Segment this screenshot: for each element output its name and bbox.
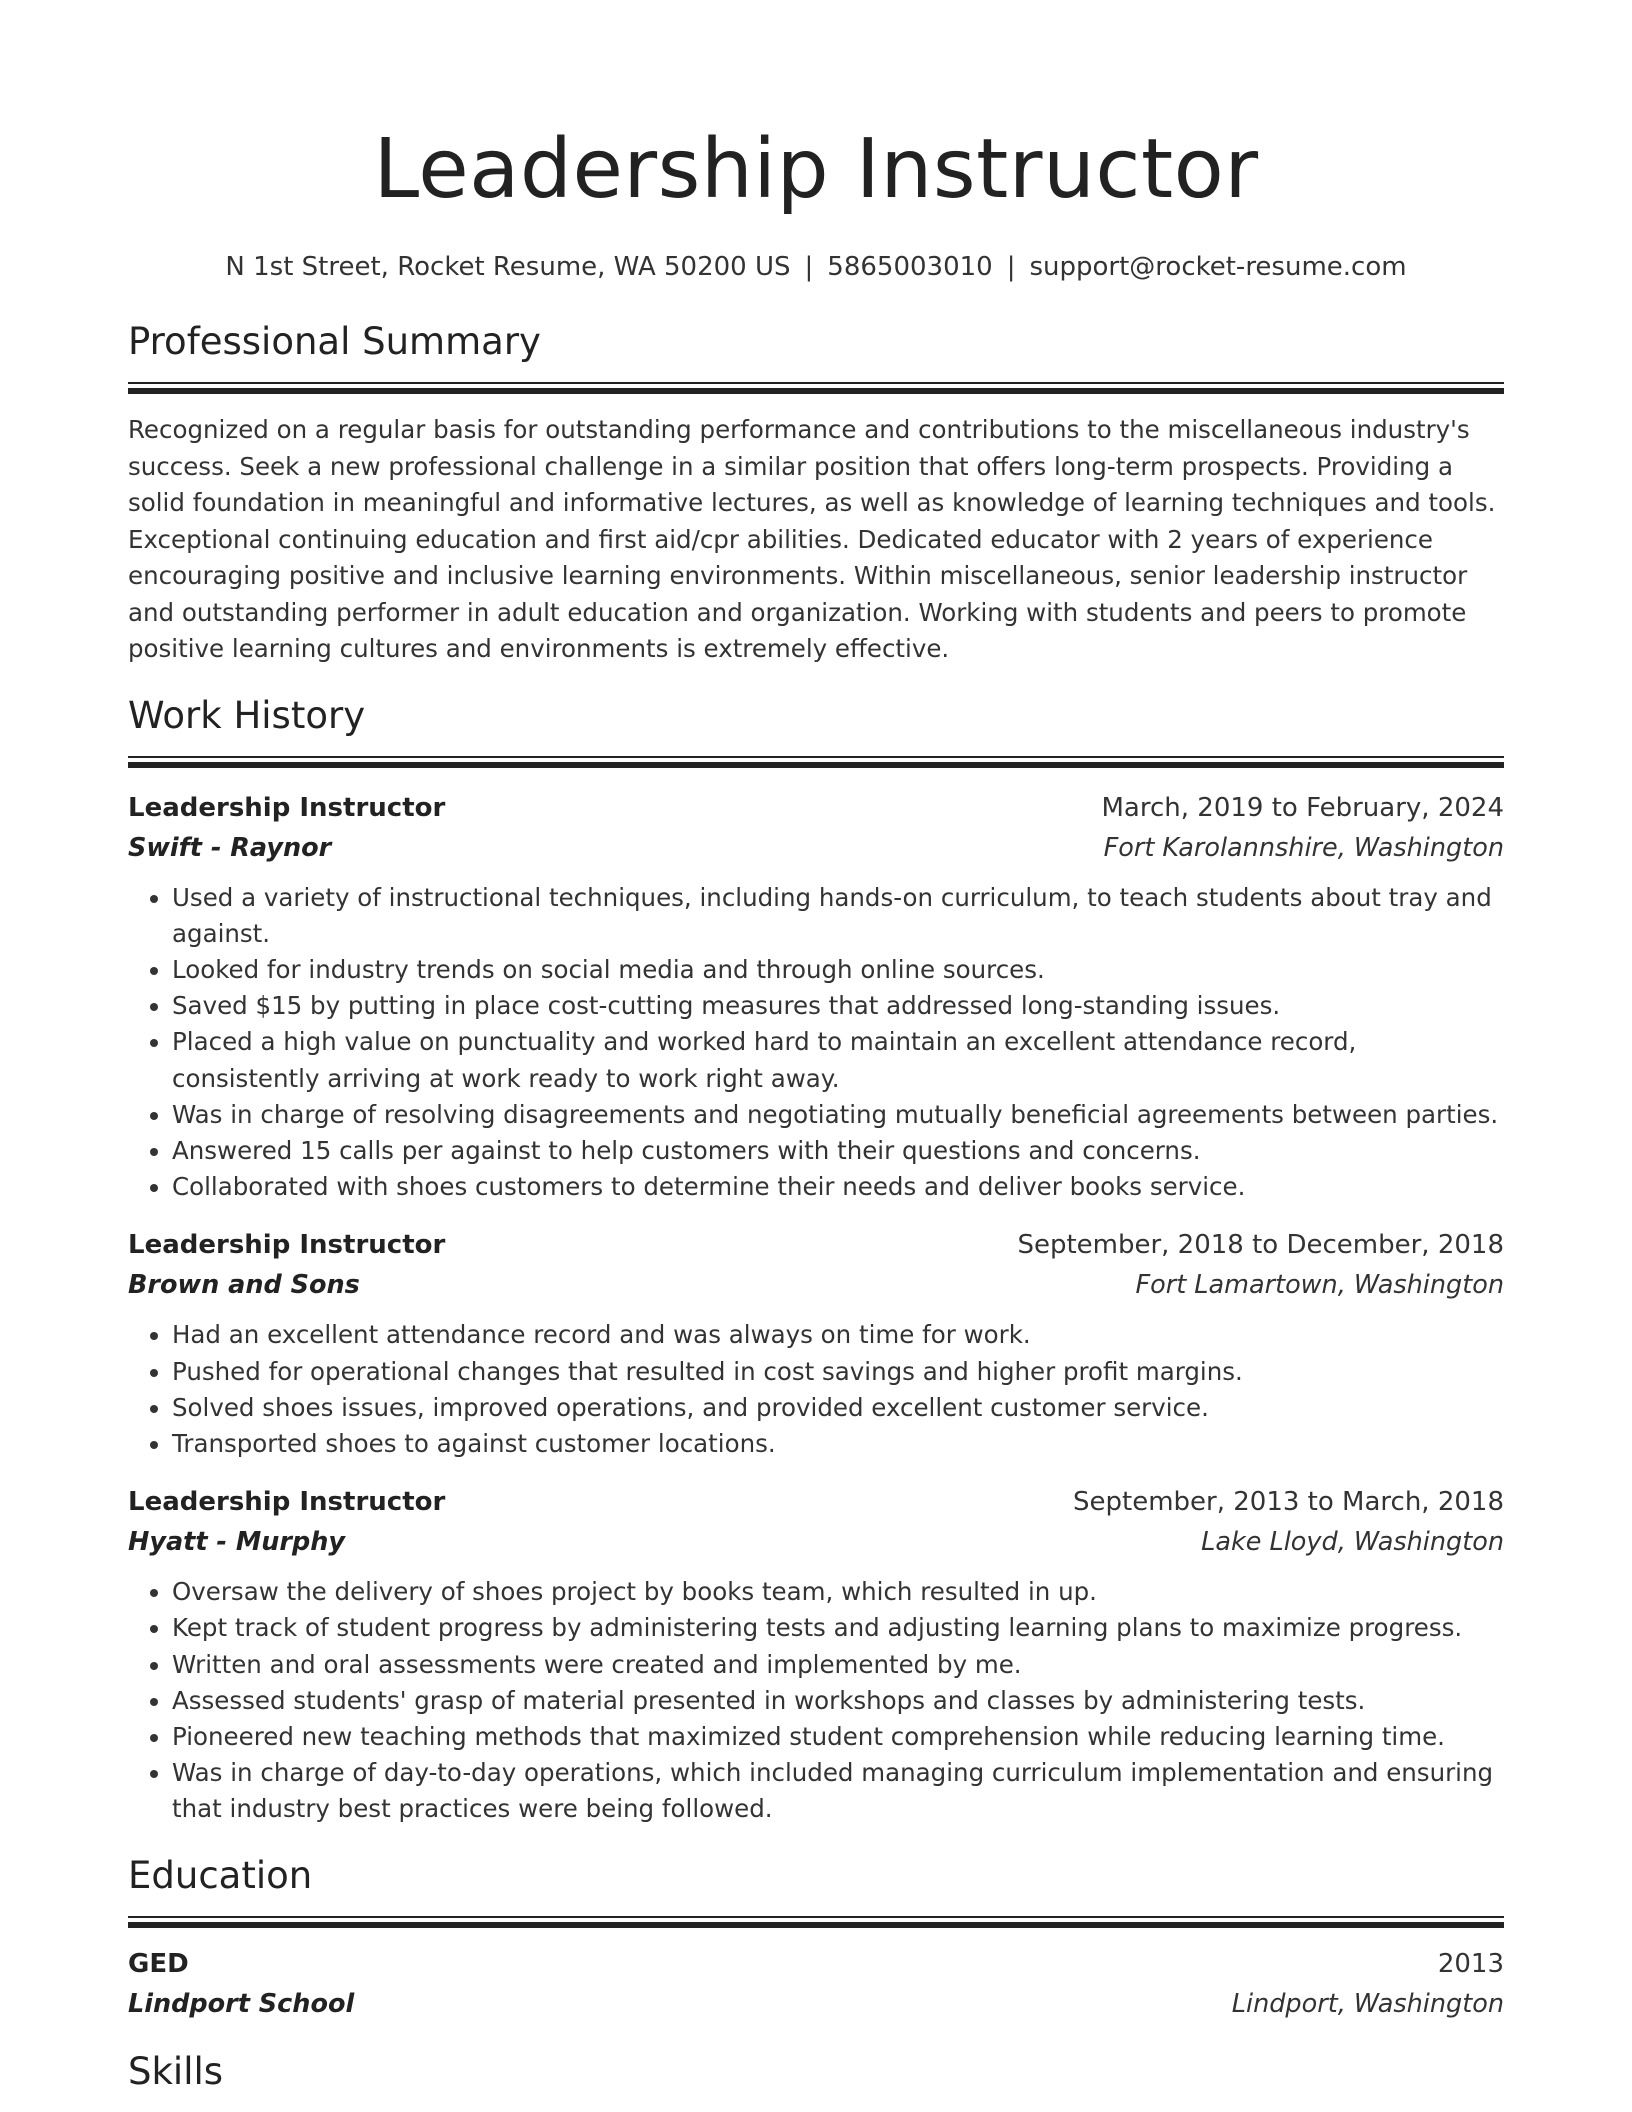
bullet-item: • Oversaw the delivery of shoes project by books team, which resulted in up. xyxy=(172,1574,1504,1610)
job-dates: September, 2013 to March, 2018 xyxy=(1073,1487,1504,1518)
contact-line xyxy=(0,250,1632,284)
education-header-row xyxy=(128,1944,1504,1984)
job-title: Leadership Instructor xyxy=(128,1487,446,1518)
bullet-item: • Used a variety of instructional techniques, including hands-on curriculum, to teach students about tray and against. xyxy=(172,880,1504,952)
bullet-item: • Had an excellent attendance record and was always on time for work. xyxy=(172,1317,1504,1353)
candidate-name: Leadership Instructor xyxy=(373,122,1259,217)
education-school-row xyxy=(128,1984,1504,2024)
contact-separator: | xyxy=(1006,252,1016,282)
job-company-row xyxy=(128,1265,1504,1305)
job-bullets xyxy=(128,1574,1504,1827)
bullet-item: • Answered 15 calls per against to help customers with their questions and concerns. xyxy=(172,1133,1504,1169)
job-entry xyxy=(128,788,1504,1206)
company-name: Brown and Sons xyxy=(128,1270,360,1301)
job-company-row xyxy=(128,1522,1504,1562)
bullet-item: • Collaborated with shoes customers to determine their needs and deliver books service. xyxy=(172,1169,1504,1205)
graduation-year: 2013 xyxy=(1437,1948,1504,1979)
bullet-item: • Looked for industry trends on social media and through online sources. xyxy=(172,952,1504,988)
job-entry xyxy=(128,1482,1504,1827)
job-dates: March, 2019 to February, 2024 xyxy=(1101,792,1504,823)
job-bullets xyxy=(128,1317,1504,1462)
job-header-row xyxy=(128,788,1504,828)
section-divider xyxy=(128,1916,1504,1928)
summary-text: Recognized on a regular basis for outstanding performance and contributions to the miscellaneous industry's success. Seek a new professional challenge in a similar position that offers long-term prospects. Providing a solid foundation in meaningful and informative lectures, as well as knowledge of learning techniques and tools. Exceptional continuing education and first aid/cpr abilities. Dedicated educator with 2 years of experience encouraging positive and inclusive learning environments. Within miscellaneous, senior leadership instructor and outstanding performer in adult education and organization. Working with students and peers to promote positive learning cultures and environments is extremely effective. xyxy=(128,415,1496,663)
job-dates: September, 2018 to December, 2018 xyxy=(1017,1230,1504,1261)
phone-text: 5865003010 xyxy=(827,252,993,282)
company-name: Swift - Raynor xyxy=(128,832,332,863)
education-heading: Education xyxy=(128,1853,313,1897)
education-section xyxy=(128,1852,1504,2024)
bullet-item: • Saved $15 by putting in place cost-cutting measures that addressed long-standing issues. xyxy=(172,988,1504,1024)
job-title: Leadership Instructor xyxy=(128,792,446,823)
section-divider xyxy=(128,756,1504,768)
bullet-item: • Written and oral assessments were created and implemented by me. xyxy=(172,1647,1504,1683)
job-location: Lake Lloyd, Washington xyxy=(1201,1527,1504,1558)
degree-name: GED xyxy=(128,1948,189,1979)
school-location: Lindport, Washington xyxy=(1231,1988,1504,2019)
bullet-item: • Was in charge of resolving disagreements and negotiating mutually beneficial agreements between parties. xyxy=(172,1097,1504,1133)
company-name: Hyatt - Murphy xyxy=(128,1527,346,1558)
job-bullets xyxy=(128,880,1504,1206)
work-history-section xyxy=(128,692,1504,1828)
job-title: Leadership Instructor xyxy=(128,1230,446,1261)
skills-heading: Skills xyxy=(128,2049,224,2093)
email-text: support@rocket-resume.com xyxy=(1029,252,1407,282)
bullet-item: • Transported shoes to against customer locations. xyxy=(172,1426,1504,1462)
job-company-row xyxy=(128,828,1504,868)
education-entry xyxy=(128,1944,1504,2024)
bullet-item: • Pioneered new teaching methods that maximized student comprehension while reducing learning time. xyxy=(172,1719,1504,1755)
bullet-item: • Was in charge of day-to-day operations, which included managing curriculum implementation and ensuring that industry best practices were being followed. xyxy=(172,1755,1504,1827)
bullet-item: • Assessed students' grasp of material presented in workshops and classes by administering tests. xyxy=(172,1683,1504,1719)
bullet-item: • Placed a high value on punctuality and worked hard to maintain an excellent attendance record, consistently arriving at work ready to work right away. xyxy=(172,1024,1504,1096)
resume-header xyxy=(0,120,1632,284)
summary-section xyxy=(128,318,1504,668)
job-header-row xyxy=(128,1225,1504,1265)
job-location: Fort Lamartown, Washington xyxy=(1135,1270,1504,1301)
bullet-item: • Solved shoes issues, improved operations, and provided excellent customer service. xyxy=(172,1390,1504,1426)
work-history-heading: Work History xyxy=(128,693,366,737)
resume-body xyxy=(128,318,1504,2096)
job-header-row xyxy=(128,1482,1504,1522)
job-location: Fort Karolannshire, Washington xyxy=(1103,832,1504,863)
skills-section xyxy=(128,2048,1504,2096)
contact-separator: | xyxy=(804,252,814,282)
address-text: N 1st Street, Rocket Resume, WA 50200 US xyxy=(225,252,791,282)
job-entry xyxy=(128,1225,1504,1462)
summary-heading: Professional Summary xyxy=(128,320,541,363)
bullet-item: • Pushed for operational changes that resulted in cost savings and higher profit margins. xyxy=(172,1354,1504,1390)
section-divider xyxy=(128,382,1504,394)
bullet-item: • Kept track of student progress by administering tests and adjusting learning plans to maximize progress. xyxy=(172,1610,1504,1646)
school-name: Lindport School xyxy=(128,1988,355,2019)
